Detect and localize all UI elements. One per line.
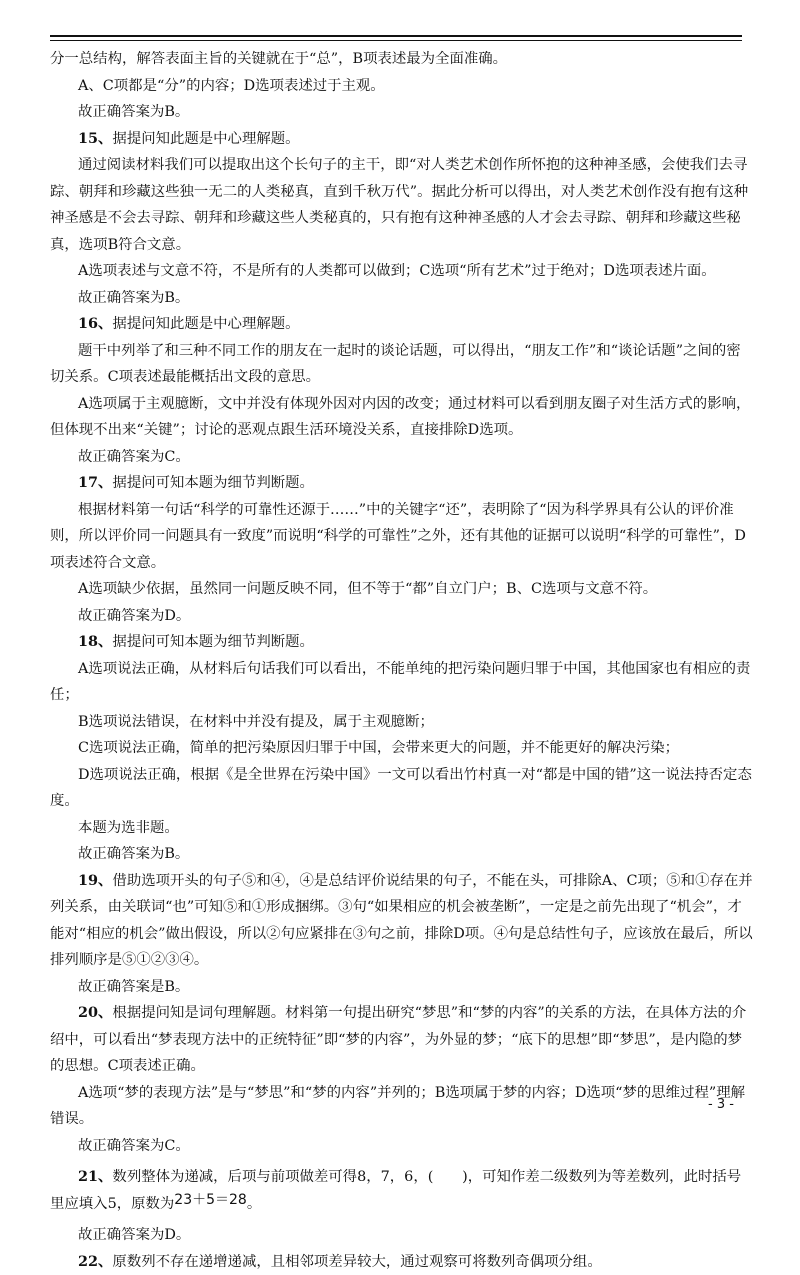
- question-paragraph: [50, 470, 754, 497]
- paragraph: [50, 603, 754, 630]
- paragraph-text: 故正确答案是B。: [78, 979, 189, 995]
- paragraph-text: A选项表述与文意不符，不是所有的人类都可以做到；C选项“所有艺术”过于绝对；D选项表述片面。: [78, 263, 716, 279]
- header-rule-thick: [50, 35, 742, 37]
- paragraph-text: 数列整体为递减，后项与前项做差可得8，7，6，( )，可知作差二级数列为等差数列，此时括号里应填入5，原数为: [50, 1169, 741, 1212]
- paragraph-text: 根据提问知是词句理解题。材料第一句提出研究“梦思”和“梦的内容”的关系的方法，在具体方法的介绍中，可以看出“梦表现方法中的正统特征”即“梦的内容”，为外显的梦；“底下的思想”即“梦思”，是内隐的梦的思想。C项表述正确。: [50, 1005, 746, 1074]
- paragraph-tail: 。: [247, 1196, 261, 1212]
- question-paragraph: [50, 311, 754, 338]
- paragraph: [50, 152, 754, 258]
- paragraph-text: D选项说法正确，根据《是全世界在污染中国》一文可以看出竹村真一对“都是中国的错”这一说法持否定态度。: [50, 767, 752, 810]
- paragraph-text: 故正确答案为D。: [78, 608, 190, 624]
- paragraph: [50, 709, 754, 736]
- paragraph-text: 题干中列举了和三种不同工作的朋友在一起时的谈论话题，可以得出，“朋友工作”和“谈论话题”之间的密切关系。C项表述最能概括出文段的意思。: [50, 343, 741, 386]
- paragraph: [50, 974, 754, 1001]
- question-number: 20、: [78, 1004, 112, 1021]
- paragraph: [50, 576, 754, 603]
- paragraph: [50, 1080, 754, 1133]
- paragraph: [50, 338, 754, 391]
- paragraph-text: 通过阅读材料我们可以提取出这个长句子的主干，即“对人类艺术创作所怀抱的这种神圣感，会使我们去寻踪、朝拜和珍藏这些独一无二的人类秘真，直到千秋万代”。据此分析可以得出，对人类艺术创作没有抱有这种神圣感是不会去寻踪、朝拜和珍藏这些人类秘真的，只有抱有这种神圣感的人才会去寻踪、朝拜和珍藏这些秘真，选项B符合文意。: [50, 157, 748, 253]
- paragraph: [50, 815, 754, 842]
- question-number: 19、: [78, 872, 112, 889]
- paragraph: [50, 735, 754, 762]
- question-paragraph: [50, 126, 754, 153]
- paragraph-text: 分一总结构，解答表面主旨的关键就在于“总”，B项表述最为全面准确。: [50, 51, 507, 67]
- paragraph: [50, 99, 754, 126]
- question-number: 16、: [78, 315, 112, 332]
- paragraph: [50, 762, 754, 815]
- paragraph-text: 原数列不存在递增递减，且相邻项差异较大，通过观察可将数列奇偶项分组。: [112, 1254, 601, 1270]
- paragraph: [50, 1222, 754, 1249]
- paragraph-text: 故正确答案为B。: [78, 104, 189, 120]
- question-paragraph: [50, 868, 754, 974]
- paragraph: [50, 497, 754, 577]
- paragraph-text: A选项属于主观臆断，文中并没有体现外因对内因的改变；通过材料可以看到朋友圈子对生活方式的影响，但体现不出来“关键”；讨论的恶观点跟生活环境没关系，直接排除D选项。: [50, 396, 750, 439]
- header-rule-thin: [50, 40, 742, 41]
- question-number: 17、: [78, 474, 112, 491]
- question-number: 18、: [78, 633, 112, 650]
- question-paragraph: [50, 1249, 754, 1275]
- paragraph-text: 故正确答案为C。: [78, 449, 190, 465]
- paragraph-text: 本题为选非题。: [78, 820, 179, 836]
- paragraph-text: A选项“梦的表现方法”是与“梦思”和“梦的内容”并列的；B选项属于梦的内容；D选项“梦的思维过程”理解错误。: [50, 1085, 745, 1128]
- paragraph: [50, 285, 754, 312]
- question-number: 21、: [78, 1168, 112, 1185]
- paragraph-text: B选项说法错误，在材料中并没有提及，属于主观臆断；: [78, 714, 434, 730]
- equation: 23＋5＝28: [174, 1192, 247, 1208]
- paragraph-text: 据提问可知本题为细节判断题。: [112, 634, 313, 650]
- paragraph-text: 据提问知此题是中心理解题。: [112, 316, 299, 332]
- paragraph-text: C选项说法正确，简单的把污染原因归罪于中国，会带来更大的问题，并不能更好的解决污染；: [78, 740, 679, 756]
- paragraph: [50, 46, 754, 73]
- paragraph-text: 据提问可知本题为细节判断题。: [112, 475, 313, 491]
- paragraph-text: A选项说法正确，从材料后句话我们可以看出，不能单纯的把污染问题归罪于中国，其他国家也有相应的责任；: [50, 661, 750, 704]
- document-body: [50, 46, 754, 1275]
- paragraph: [50, 656, 754, 709]
- paragraph-text: 根据材料第一句话“科学的可靠性还源于……”中的关键字“还”，表明除了“因为科学界具有公认的评价准则，所以评价同一问题具有一致度”而说明“科学的可靠性”之外，还有其他的证据可以说明“科学的可靠性”，D项表述符合文意。: [50, 502, 746, 571]
- paragraph-text: 故正确答案为C。: [78, 1138, 190, 1154]
- question-number: 22、: [78, 1253, 112, 1270]
- paragraph: [50, 1133, 754, 1160]
- paragraph-text: A、C项都是“分”的内容；D选项表述过于主观。: [78, 78, 385, 94]
- paragraph-text: 据提问知此题是中心理解题。: [112, 131, 299, 147]
- paragraph: [50, 841, 754, 868]
- paragraph: [50, 258, 754, 285]
- page-number: - 3 -: [708, 1097, 734, 1112]
- paragraph-text: 故正确答案为D。: [78, 1227, 190, 1243]
- paragraph-text: 故正确答案为B。: [78, 846, 189, 862]
- question-number: 15、: [78, 130, 112, 147]
- paragraph-text: A选项缺少依据，虽然同一问题反映不同，但不等于“都”自立门户；B、C选项与文意不符。: [78, 581, 657, 597]
- question-paragraph: [50, 1000, 754, 1080]
- question-paragraph: [50, 1164, 754, 1217]
- paragraph-text: 故正确答案为B。: [78, 290, 189, 306]
- paragraph: [50, 73, 754, 100]
- paragraph-text: 借助选项开头的句子⑤和④，④是总结评价说结果的句子，不能在头，可排除A、C项；⑤和①存在并列关系，由关联词“也”可知⑤和①形成捆绑。③句“如果相应的机会被垄断”，一定是之前先出现了“机会”，才能对“相应的机会”做出假设，所以②句应紧排在③句之前，排除D项。④句是总结性句子，应该放在最后，所以排列顺序是⑤①②③④。: [50, 873, 753, 969]
- paragraph: [50, 391, 754, 444]
- question-paragraph: [50, 629, 754, 656]
- paragraph: [50, 444, 754, 471]
